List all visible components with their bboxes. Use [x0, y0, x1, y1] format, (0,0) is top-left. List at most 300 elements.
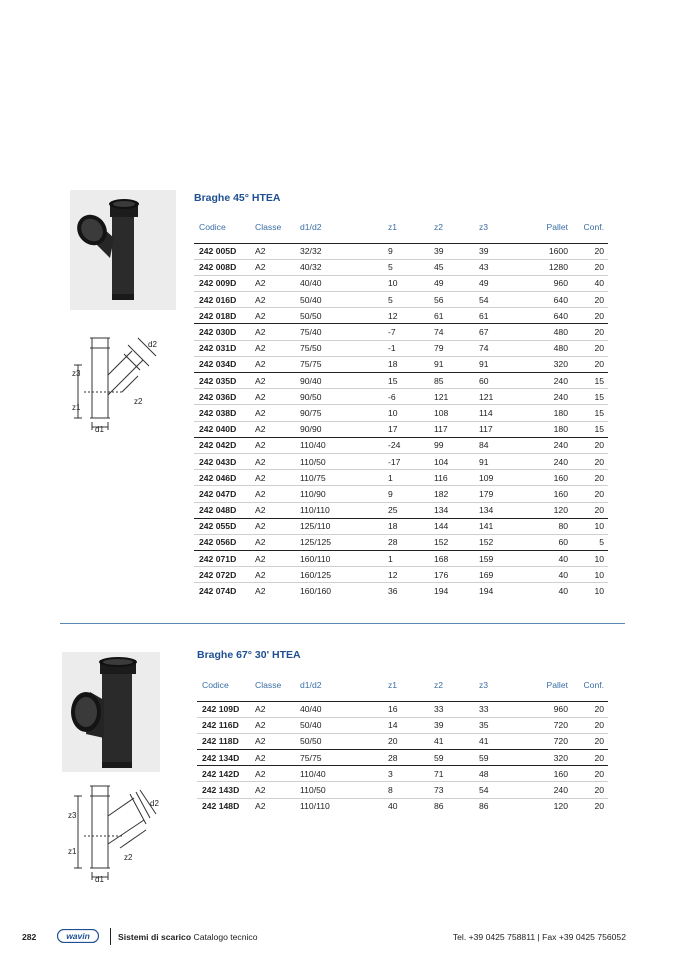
table-cell: 242 148D	[202, 801, 240, 812]
table-cell: 45	[429, 259, 474, 275]
table-cell: 74	[429, 324, 474, 340]
table-cell: 180	[524, 421, 572, 437]
table-cell: 117	[474, 421, 524, 437]
table-cell: A2	[250, 292, 295, 308]
column-header: z3	[474, 212, 524, 243]
table-cell: 20	[572, 259, 608, 275]
table-cell: A2	[250, 324, 295, 340]
table-cell: 61	[429, 308, 474, 324]
table-cell: 50/40	[295, 292, 383, 308]
table-row	[194, 324, 608, 340]
table-cell: 110/50	[295, 782, 383, 798]
table-cell: 20	[572, 502, 608, 518]
table-cell: 9	[383, 486, 429, 502]
table-cell: 20	[572, 340, 608, 356]
table-cell: 36	[388, 586, 398, 597]
column-header: Pallet	[524, 212, 572, 243]
table-cell: 242 116D	[197, 717, 250, 733]
table-cell: 117	[429, 421, 474, 437]
table-cell: A2	[250, 470, 295, 486]
table-cell: 720	[524, 717, 572, 733]
table-row	[194, 534, 608, 550]
table-cell: A2	[250, 750, 295, 766]
table-cell: 40/40	[295, 275, 383, 291]
diagram-label-d1: d1	[95, 425, 104, 434]
table-cell: 79	[429, 340, 474, 356]
table-cell: 74	[474, 340, 524, 356]
table-cell: A2	[250, 518, 295, 534]
table-cell: 61	[474, 308, 524, 324]
table-cell: A2	[250, 275, 295, 291]
table-cell: 41	[429, 733, 474, 749]
table-cell: 159	[474, 551, 524, 567]
table-cell: 40	[572, 275, 608, 291]
table-cell: 125/110	[295, 518, 383, 534]
table-cell: 110/90	[295, 486, 383, 502]
diagram-label-d1: d1	[95, 875, 104, 884]
table-row	[194, 243, 608, 259]
table-cell: 90/75	[295, 405, 383, 421]
table-cell: 40	[524, 567, 572, 583]
column-header: d1/d2	[295, 670, 383, 701]
table-cell: 35	[474, 717, 524, 733]
table-cell: 144	[429, 518, 474, 534]
table-cell: 110/50	[295, 453, 383, 469]
column-header: Conf.	[572, 670, 608, 701]
table-cell: 242 056D	[194, 534, 250, 550]
table-cell: 91	[429, 356, 474, 372]
page-number: 282	[22, 932, 37, 942]
table-row	[194, 389, 608, 405]
table-cell: 3	[383, 766, 429, 782]
table-cell: 15	[572, 421, 608, 437]
table-cell: 90/40	[295, 373, 383, 389]
table-row	[197, 798, 608, 814]
section-title-braghe-45: Braghe 45° HTEA	[194, 192, 281, 204]
table-cell: 640	[524, 292, 572, 308]
table-cell: 54	[474, 782, 524, 798]
table-cell: 960	[524, 275, 572, 291]
table-row	[194, 356, 608, 372]
table-cell: 242 008D	[194, 259, 250, 275]
table-cell: 40	[524, 551, 572, 567]
table-cell: 242 030D	[194, 324, 250, 340]
table-cell: 240	[524, 437, 572, 453]
table-cell: 49	[429, 275, 474, 291]
table-cell: 84	[474, 437, 524, 453]
table-cell: 242 036D	[194, 389, 250, 405]
table-cell: 160	[524, 486, 572, 502]
table-cell: 242 072D	[194, 567, 250, 583]
table-cell: 60	[524, 534, 572, 550]
table-cell: 59	[474, 750, 524, 766]
table-cell: -17	[383, 453, 429, 469]
table-cell: 50/50	[295, 733, 383, 749]
table-cell: 20	[572, 717, 608, 733]
table-cell: 28	[383, 534, 429, 550]
table-cell: A2	[250, 733, 295, 749]
table-row	[194, 453, 608, 469]
table-cell: 20	[572, 324, 608, 340]
table-cell: 50/50	[295, 308, 383, 324]
section-divider	[60, 623, 625, 624]
table-header-row	[197, 670, 608, 701]
diagram-label-z2: z2	[134, 397, 143, 406]
table-cell: 169	[474, 567, 524, 583]
table-cell: 242 038D	[194, 405, 250, 421]
table-cell: 12	[383, 308, 429, 324]
table-cell: 10	[594, 586, 604, 597]
table-cell: 242 035D	[194, 373, 250, 389]
table-cell: 10	[383, 275, 429, 291]
table-cell: 20	[572, 701, 608, 717]
diagram-label-z3: z3	[68, 811, 77, 820]
table-cell: A2	[250, 373, 295, 389]
table-cell: 242 034D	[194, 356, 250, 372]
table-cell: A2	[250, 502, 295, 518]
table-cell: 242 055D	[194, 518, 250, 534]
product-photo-braghe-67-30	[62, 652, 160, 772]
table-cell: A2	[250, 389, 295, 405]
table-row	[194, 583, 608, 599]
table-cell: 242 040D	[194, 421, 250, 437]
table-row	[197, 750, 608, 766]
column-header: z2	[429, 212, 474, 243]
table-cell: 20	[383, 733, 429, 749]
table-cell: 39	[429, 243, 474, 259]
table-cell: 40	[558, 586, 568, 597]
table-cell: A2	[255, 586, 266, 597]
table-cell: 176	[429, 567, 474, 583]
table-cell: 91	[474, 356, 524, 372]
table-cell: 20	[572, 308, 608, 324]
table-cell: 242 046D	[194, 470, 250, 486]
table-cell: 14	[383, 717, 429, 733]
table-cell: 242 043D	[194, 453, 250, 469]
table-cell: -7	[383, 324, 429, 340]
page-footer	[0, 926, 678, 948]
table-cell: 1	[383, 551, 429, 567]
table-row	[194, 551, 608, 567]
table-cell: 242 118D	[197, 733, 250, 749]
table-cell: 242 047D	[194, 486, 250, 502]
table-cell: 160	[524, 470, 572, 486]
table-cell: A2	[255, 801, 266, 812]
table-cell: 120	[524, 502, 572, 518]
table-cell: 242 009D	[194, 275, 250, 291]
table-cell: 5	[572, 534, 608, 550]
table-cell: 54	[474, 292, 524, 308]
table-cell: 18	[383, 518, 429, 534]
table-cell: 20	[572, 356, 608, 372]
table-cell: 40	[388, 801, 398, 812]
table-cell: 121	[429, 389, 474, 405]
table-row	[197, 717, 608, 733]
table-cell: 120	[553, 801, 568, 812]
table-cell: 242 143D	[197, 782, 250, 798]
table-cell: 39	[474, 243, 524, 259]
table-cell: 242 109D	[197, 701, 250, 717]
table-cell: 125/125	[295, 534, 383, 550]
table-cell: 182	[429, 486, 474, 502]
table-cell: 90/90	[295, 421, 383, 437]
table-cell: 320	[524, 356, 572, 372]
table-cell: 152	[429, 534, 474, 550]
table-cell: 49	[474, 275, 524, 291]
table-cell: 20	[572, 453, 608, 469]
product-photo-braghe-45	[70, 190, 176, 310]
table-cell: 110/110	[300, 801, 330, 812]
table-cell: 640	[524, 308, 572, 324]
table-cell: 41	[474, 733, 524, 749]
table-cell: 33	[429, 701, 474, 717]
table-cell: A2	[250, 766, 295, 782]
table-cell: A2	[250, 421, 295, 437]
diagram-label-z2: z2	[124, 853, 133, 862]
table-cell: 10	[572, 567, 608, 583]
table-cell: A2	[250, 340, 295, 356]
table-cell: A2	[250, 453, 295, 469]
table-cell: 168	[429, 551, 474, 567]
table-cell: 25	[383, 502, 429, 518]
table-row	[194, 259, 608, 275]
table-cell: 48	[474, 766, 524, 782]
column-header: Codice	[194, 212, 250, 243]
table-cell: 160/125	[295, 567, 383, 583]
table-cell: 104	[429, 453, 474, 469]
table-cell: A2	[250, 486, 295, 502]
table-row	[194, 292, 608, 308]
diagram-label-d2: d2	[148, 340, 157, 349]
table-cell: 80	[524, 518, 572, 534]
table-cell: 75/75	[295, 750, 383, 766]
table-cell: A2	[250, 308, 295, 324]
table-cell: 179	[474, 486, 524, 502]
table-cell: 15	[572, 405, 608, 421]
column-header: Classe	[250, 670, 295, 701]
table-cell: 194	[479, 586, 494, 597]
table-cell: 28	[383, 750, 429, 766]
table-cell: 242 074D	[199, 586, 237, 597]
table-cell: 240	[524, 373, 572, 389]
table-cell: 134	[429, 502, 474, 518]
table-row	[194, 308, 608, 324]
table-cell: 240	[524, 782, 572, 798]
diagram-label-d2: d2	[150, 799, 159, 808]
table-cell: 5	[383, 259, 429, 275]
table-cell: 20	[572, 437, 608, 453]
table-cell: 110/40	[295, 437, 383, 453]
table-cell: 240	[524, 453, 572, 469]
table-cell: 43	[474, 259, 524, 275]
table-cell: 242 042D	[194, 437, 250, 453]
table-cell: 242 018D	[194, 308, 250, 324]
table-cell: 85	[429, 373, 474, 389]
table-cell: 15	[383, 373, 429, 389]
table-cell: 960	[524, 701, 572, 717]
table-cell: 16	[383, 701, 429, 717]
table-cell: 32/32	[295, 243, 383, 259]
contact-info: Tel. +39 0425 758811 | Fax +39 0425 756052	[452, 932, 626, 942]
table-cell: 242 142D	[197, 766, 250, 782]
table-cell: A2	[250, 243, 295, 259]
table-cell: 240	[524, 389, 572, 405]
table-cell: A2	[250, 717, 295, 733]
catalog-title	[118, 932, 258, 942]
catalog-title-bold: Sistemi di scarico	[118, 932, 192, 942]
table-cell: 110/110	[295, 502, 383, 518]
table-cell: 242 048D	[194, 502, 250, 518]
table-cell: 59	[429, 750, 474, 766]
diagram-label-z1: z1	[68, 847, 77, 856]
catalog-title-rest: Catalogo tecnico	[191, 932, 258, 942]
table-cell: 56	[429, 292, 474, 308]
table-cell: 110/40	[295, 766, 383, 782]
table-cell: 242 005D	[194, 243, 250, 259]
table-cell: A2	[250, 437, 295, 453]
table-cell: 121	[474, 389, 524, 405]
table-row	[197, 766, 608, 782]
table-cell: 1600	[524, 243, 572, 259]
table-cell: A2	[250, 567, 295, 583]
table-cell: 10	[383, 405, 429, 421]
wavin-logo	[57, 929, 99, 945]
diagram-label-z3: z3	[72, 369, 81, 378]
table-row	[194, 405, 608, 421]
table-cell: 1280	[524, 259, 572, 275]
table-cell: 40/40	[295, 701, 383, 717]
table-cell: 108	[429, 405, 474, 421]
table-cell: 110/75	[295, 470, 383, 486]
table-cell: 18	[383, 356, 429, 372]
table-cell: 71	[429, 766, 474, 782]
table-cell: 50/40	[295, 717, 383, 733]
table-cell: A2	[250, 405, 295, 421]
column-header: z1	[383, 670, 429, 701]
column-header: z3	[474, 670, 524, 701]
table-cell: 75/75	[295, 356, 383, 372]
table-cell: 480	[524, 340, 572, 356]
table-cell: 20	[572, 782, 608, 798]
table-cell: 9	[383, 243, 429, 259]
table-cell: 20	[572, 733, 608, 749]
table-cell: 75/40	[295, 324, 383, 340]
table-cell: 242 016D	[194, 292, 250, 308]
table-cell: 8	[383, 782, 429, 798]
section-title-braghe-67-30: Braghe 67° 30' HTEA	[197, 649, 301, 661]
table-cell: 91	[474, 453, 524, 469]
table-cell: 12	[383, 567, 429, 583]
table-cell: 20	[572, 766, 608, 782]
table-row	[194, 421, 608, 437]
table-cell: 480	[524, 324, 572, 340]
table-row	[194, 470, 608, 486]
table-cell: 75/50	[295, 340, 383, 356]
table-cell: 152	[474, 534, 524, 550]
table-cell: A2	[250, 701, 295, 717]
table-cell: 15	[572, 373, 608, 389]
table-cell: 40/32	[295, 259, 383, 275]
table-cell: 10	[572, 551, 608, 567]
table-row	[197, 782, 608, 798]
table-cell: 67	[474, 324, 524, 340]
table-cell: 39	[429, 717, 474, 733]
table-cell: 160/110	[295, 551, 383, 567]
table-cell: 720	[524, 733, 572, 749]
technical-diagram-45	[64, 330, 164, 435]
table-cell: 86	[479, 801, 489, 812]
table-row	[194, 502, 608, 518]
column-header: d1/d2	[295, 212, 383, 243]
table-row	[197, 701, 608, 717]
table-cell: A2	[250, 551, 295, 567]
table-row	[194, 275, 608, 291]
table-row	[197, 733, 608, 749]
table-row	[194, 567, 608, 583]
table-cell: 10	[572, 518, 608, 534]
table-cell: -1	[383, 340, 429, 356]
technical-diagram-67-30	[64, 778, 164, 886]
table-cell: 160/160	[300, 586, 332, 597]
table-cell: 86	[434, 801, 444, 812]
table-cell: 1	[383, 470, 429, 486]
table-cell: 15	[572, 389, 608, 405]
table-cell: 90/50	[295, 389, 383, 405]
column-header: z1	[383, 212, 429, 243]
column-header: Conf.	[572, 212, 608, 243]
table-cell: -24	[383, 437, 429, 453]
column-header: Codice	[197, 670, 250, 701]
table-cell: 17	[383, 421, 429, 437]
table-row	[194, 373, 608, 389]
table-cell: -6	[383, 389, 429, 405]
table-cell: 141	[474, 518, 524, 534]
table-cell: 73	[429, 782, 474, 798]
table-header-row	[194, 212, 608, 243]
diagram-label-z1: z1	[72, 403, 81, 412]
table-cell: A2	[250, 782, 295, 798]
table-cell: 20	[572, 750, 608, 766]
table-cell: 20	[572, 486, 608, 502]
table-cell: 320	[524, 750, 572, 766]
table-cell: 242 031D	[194, 340, 250, 356]
table-row	[194, 518, 608, 534]
spec-table-braghe-45	[194, 212, 608, 599]
table-cell: 99	[429, 437, 474, 453]
table-cell: 242 071D	[194, 551, 250, 567]
table-cell: A2	[250, 356, 295, 372]
table-cell: 109	[474, 470, 524, 486]
table-cell: 20	[594, 801, 604, 812]
table-cell: A2	[250, 259, 295, 275]
table-cell: 20	[572, 292, 608, 308]
footer-separator	[110, 928, 111, 945]
column-header: Pallet	[524, 670, 572, 701]
table-row	[194, 486, 608, 502]
table-cell: 242 134D	[197, 750, 250, 766]
table-cell: 20	[572, 243, 608, 259]
table-cell: 180	[524, 405, 572, 421]
column-header: Classe	[250, 212, 295, 243]
table-cell: 160	[524, 766, 572, 782]
spec-table-braghe-67-30	[197, 670, 608, 814]
table-cell: 116	[429, 470, 474, 486]
svg-text:wavin: wavin	[66, 931, 90, 941]
table-cell: 194	[434, 586, 449, 597]
table-row	[194, 437, 608, 453]
table-row	[194, 340, 608, 356]
table-cell: 134	[474, 502, 524, 518]
